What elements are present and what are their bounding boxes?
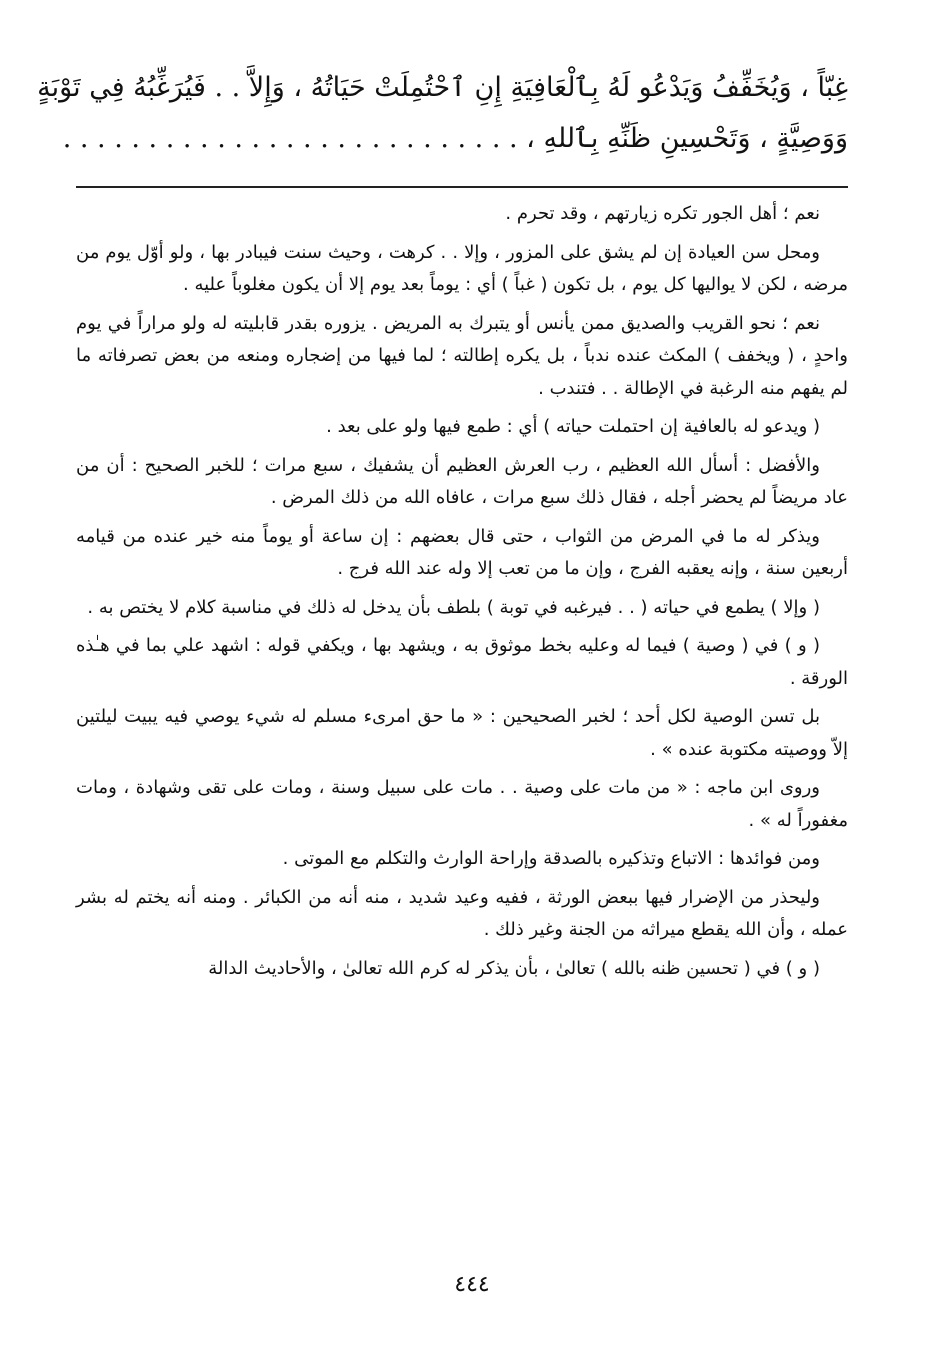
commentary-paragraph: ( و ) في ( وصية ) فيما له وعليه بخط موثوق به ، ويشهد بها ، ويكفي قوله : اشهد علي بما في هـٰذه الورقة . [76,635,848,689]
page-body [37,62,848,991]
commentary-paragraph: ( و ) في ( تحسين ظنه بالله ) تعالىٰ ، بأن يذكر له كرم الله تعالىٰ ، والأحاديث الدالة [208,957,820,979]
matn-line-2: وَوَصِيَّةٍ ، وَتَحْسِينِ ظَنِّهِ بِٱللهِ ، . . . . . . . . . . . . . . . . . . . . . . . . . . . [62,123,848,154]
commentary-paragraph: ( وإلا ) يطمع في حياته ( . . فيرغبه في توبة ) بلطف بأن يدخل له ذلك في مناسبة كلام لا يختص به . [87,596,820,618]
commentary-paragraph: والأفضل : أسأل الله العظيم ، رب العرش العظيم أن يشفيك ، سبع مرات ؛ للخبر الصحيح : أن من عاد مريضاً لم يحضر أجله ، فقال ذلك سبع مرات ، عافاه الله من ذلك المرض . [76,454,848,508]
commentary-paragraph: بل تسن الوصية لكل أحد ؛ لخبر الصحيحين : « ما حق امرىء مسلم له شيء يوصي فيه يبيت ليلتين إلاّ ووصيته مكتوبة عنده » . [76,706,848,760]
commentary-paragraph: نعم ؛ نحو القريب والصديق ممن يأنس أو يتبرك به المريض . يزوره بقدر قابليته له ولو مراراً في يوم واحدٍ ، ( ويخفف ) المكث عنده ندباً ، بل يكره إطالته ؛ لما فيها من إضجاره ومنعه من بعض تصرفاته ما لم يفهم منه الرغبة في الإطالة . . فتندب . [76,312,848,399]
matn-text [37,62,848,164]
commentary-paragraph: وليحذر من الإضرار فيها ببعض الورثة ، ففيه وعيد شديد ، منه أنه من الكبائر . ومنه أنه يختم له بشر عمله ، وأن الله يقطع ميراثه من الجنة وغير ذلك . [76,886,848,940]
separator-rule [76,186,848,188]
commentary-paragraph: وروى ابن ماجه : « من مات على وصية . . مات على سبيل وسنة ، ومات على تقى وشهادة ، ومات مغفوراً له » . [76,777,848,831]
matn-line-1: غِبّاً ، وَيُخَفِّفُ وَيَدْعُو لَهُ بِٱلْعَافِيَةِ إِنِ ٱحْتُمِلَتْ حَيَاتُهُ ، وَإِلاَّ . . فَيُرَغِّبُهُ فِي تَوْبَةٍ [37,72,848,103]
commentary-paragraph: نعم ؛ أهل الجور تكره زيارتهم ، وقد تحرم . [505,203,820,224]
commentary-paragraph: ويذكر له ما في المرض من الثواب ، حتى قال بعضهم : إن ساعة أو يوماً منه خير عنده من قيامه أربعين سنة ، وإنه يعقبه الفرج ، وإن ما من تعب إلا وله عند الله فرج . [76,525,848,579]
commentary-paragraph: ومحل سن العيادة إن لم يشق على المزور ، وإلا . . كرهت ، وحيث سنت فيبادر بها ، ولو أوّل يوم من مرضه ، لكن لا يواليها كل يوم ، بل تكون ( غباً ) أي : يوماً بعد يوم إلا أن يكون مغلوباً عليه . [76,241,848,295]
commentary-paragraph: ومن فوائدها : الاتباع وتذكيره بالصدقة وإراحة الوارث والتكلم مع الموتى . [282,848,820,869]
commentary-text [76,198,848,985]
commentary-paragraph: ( ويدعو له بالعافية إن احتملت حياته ) أي : طمع فيها ولو على بعد . [326,416,820,437]
page-number: ٤٤٤ [454,1272,490,1297]
